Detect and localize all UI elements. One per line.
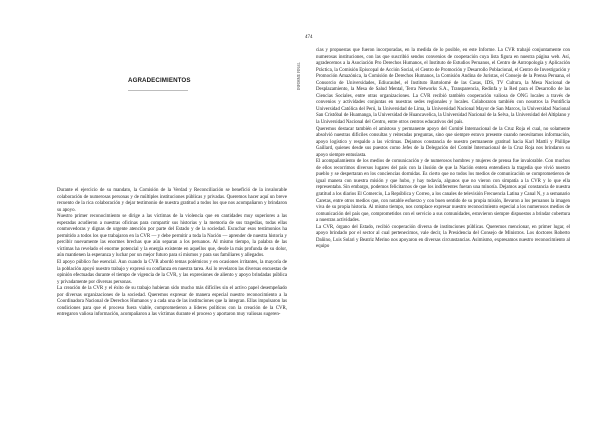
right-column-text: cias y propuestas que fueron incorporadas, en la medida de lo posible, en este Informe. La CVR trabajó conjuntamente con numerosas instituciones, con las que suscribió sendos convenios de cooperación cuya lista figura en nuestra página web. Así, agradecemos a la Asociación Pro Derechos Humanos, el Instituto de Estudios Peruanos, el Centro de Antropología y Aplicación Práctica, la Comisión Episcopal de Acción Social, el Centro de Promoción y Desarrollo Poblacional, el Centro de Investigación y Promoción Amazónica, la Comisión de Derechos Humanos, la Comisión Andina de Juristas, el Consejo de la Prensa Peruana, el Consorcio de Universidades, Ediucaubel, el Instituto Bartolomé de las Casas, IDS, TV Cultura, la Mesa Nacional de Desplazamiento, la Mesa de Salud Mental, Terra Networks S.A., Transparencia, Redinfa y la Red para el Desarrollo de las Ciencias Sociales, entre otras organizaciones. La CVR recibió también cooperación valiosa de ONG locales a través de convenios y actividades conjuntas en nuestras sedes regionales y locales. Colaboraron también con nosotros la Pontificia Universidad Católica del Perú, la Universidad de Lima, la Universidad Nacional Mayor de San Marcos, la Universidad Nacional San Cristóbal de Huamanga, la Universidad de Huancavelica, la Universidad Nacional de la Selva, la Universidad del Altiplano y la Universidad Nacional del Centro, entre otros centros educativos del país. Queremos destacar también el amistoso y permanente apoyo del Comité Internacional de la Cruz Roja el cual, no solamente absolvió nuestras dificiles consultas y reiteradas preguntas, sino que siempre estuvo presente cuando necesitamos información, apoyo logístico y respaldo a las víctimas. Dejamos constancia de nuestro permanente gratitud hacia Karl Mattli y Phillipe Gaillard, quienes desde sus puestos como Jefes de la Delegación del Comité Internacional de la Cruz Roja nos brindaron su apoyo siempre entusiasta. El acompañamiento de los medios de comunicación y de numerosos hombres y mujeres de prensa fue invalorable. Con muchos de ellos recorrimos diversos lugares del país con la ilusión de que la Nación entera entendiera la tragedia que vivió nuestro pueblo y se despertaran en los conciencias dormidas. Es cierto que no todos los medios de comunicación se comprometieron de igual manera con nuestra misión y que hubo, y hay todavía, algunos que no vieron con simpatía a la CVR y lo que ella representaba. Sin embargo, podemos felicitarnos de que los indiferentes fueran una minoría. Dejamos aquí constancia de nuestra gratitud a los diarios El Comercio, La República y Correo, a los canales de televisión Frecuencia Latina y Canal N, y a semanario Caretas, entre otros medios que, con notable esfuerzo y con buen sentido de su propia misión, llevaron a los peruanos la imagen viva de su propia historia. Al mismo tiempo, nos complace expresar nuestro reconocimiento especial a los numerosos medios de comunicación del país que, comprometidos con el servicio a sus comunidades, estuvieron siempre dispuestos a brindar cobertura a nuestras actividades. La CVR, órgano del Estado, recibió cooperación diversa de instituciones públicas. Queremos mencionar, en primer lugar, el apoyo brindado por el sector al cual pertenecimos, vale decir, la Presidencia del Consejo de Ministros. Los doctores Roberto Dañino, Luis Solari y Beatriz Merino nos apoyaron en diversas circunstancias. Asimismo, expresamos nuestro reconocimiento al equipo bbox=[316, 48, 570, 250]
left-column-text: Durante el ejercicio de su mandato, la Comisión de la Verdad y Reconciliación se benefició de la invalorable colaboración de numerosas personas y de múltiples instituciones públicas y privadas. Queremos hacer aquí un breve recuento de la rica colaboración y dejar testimonio de nuestra gratitud a todos los que nos acompañaron y brindaron su apoyo. Nuestro primer reconocimiento se dirige a las víctimas de la violencia que en cantidades muy superiores a las esperadas acudieron a nuestras oficinas para compartir sus historias y la memoria de sus tragedias, todas ellas conmovedoras y dignas de urgente atención por parte del Estado y de la sociedad. Escuchar esos testimonios ha permitido a todos los que trabajaron en la CVR — y debe permitir a toda la Nación — aprender de nuestra historia y percibir nuevamente las enormes brechas que aún separan a los peruanos. Al mismo tiempo, la palabra de las víctimas ha revelado el enorme potencial y la energía existente en aquellos que, desde la más profunda de su dolor, aún mantienen la esperanza y luchar por un mejor futuro para sí mismos y para sus familiares y allegados. El apoyo público fue esencial. Aun cuando la CVR abordó temas polémicos y en ocasiones irritantes, la mayoría de la población apoyó nuestro trabajo y expresó su confianza en nuestra tarea. Así lo revelaron las diversas encuestas de opinión efectuadas durante el tiempo de vigencia de la CVR, y las expresiones de aliento y apoyo brindadas pública y privadamente por diversas personas. La creación de la CVR y el éxito de su trabajo hubieran sido mucho más difíciles sin el activo papel desempeñado por diversas organizaciones de la sociedad. Queremos expresar de manera especial nuestro reconocimiento a la Coordinadora Nacional de Derechos Humanos y a cada una de las instituciones que la integran. Ellas impulsaron las condiciones para que el proceso fuera viable, comprometieron a líderes políticos con la creación de la CVR, entregaron valiosa información, acompañaron a las víctimas durante el proceso y aportaron muy valiosas sugeren- bbox=[57, 188, 287, 318]
page-heading: AGRADECIMIENTOS bbox=[128, 77, 191, 84]
side-running-label: INFORME FINAL bbox=[297, 62, 301, 90]
heading-rule bbox=[128, 90, 188, 91]
page-number: 474 bbox=[305, 35, 313, 40]
